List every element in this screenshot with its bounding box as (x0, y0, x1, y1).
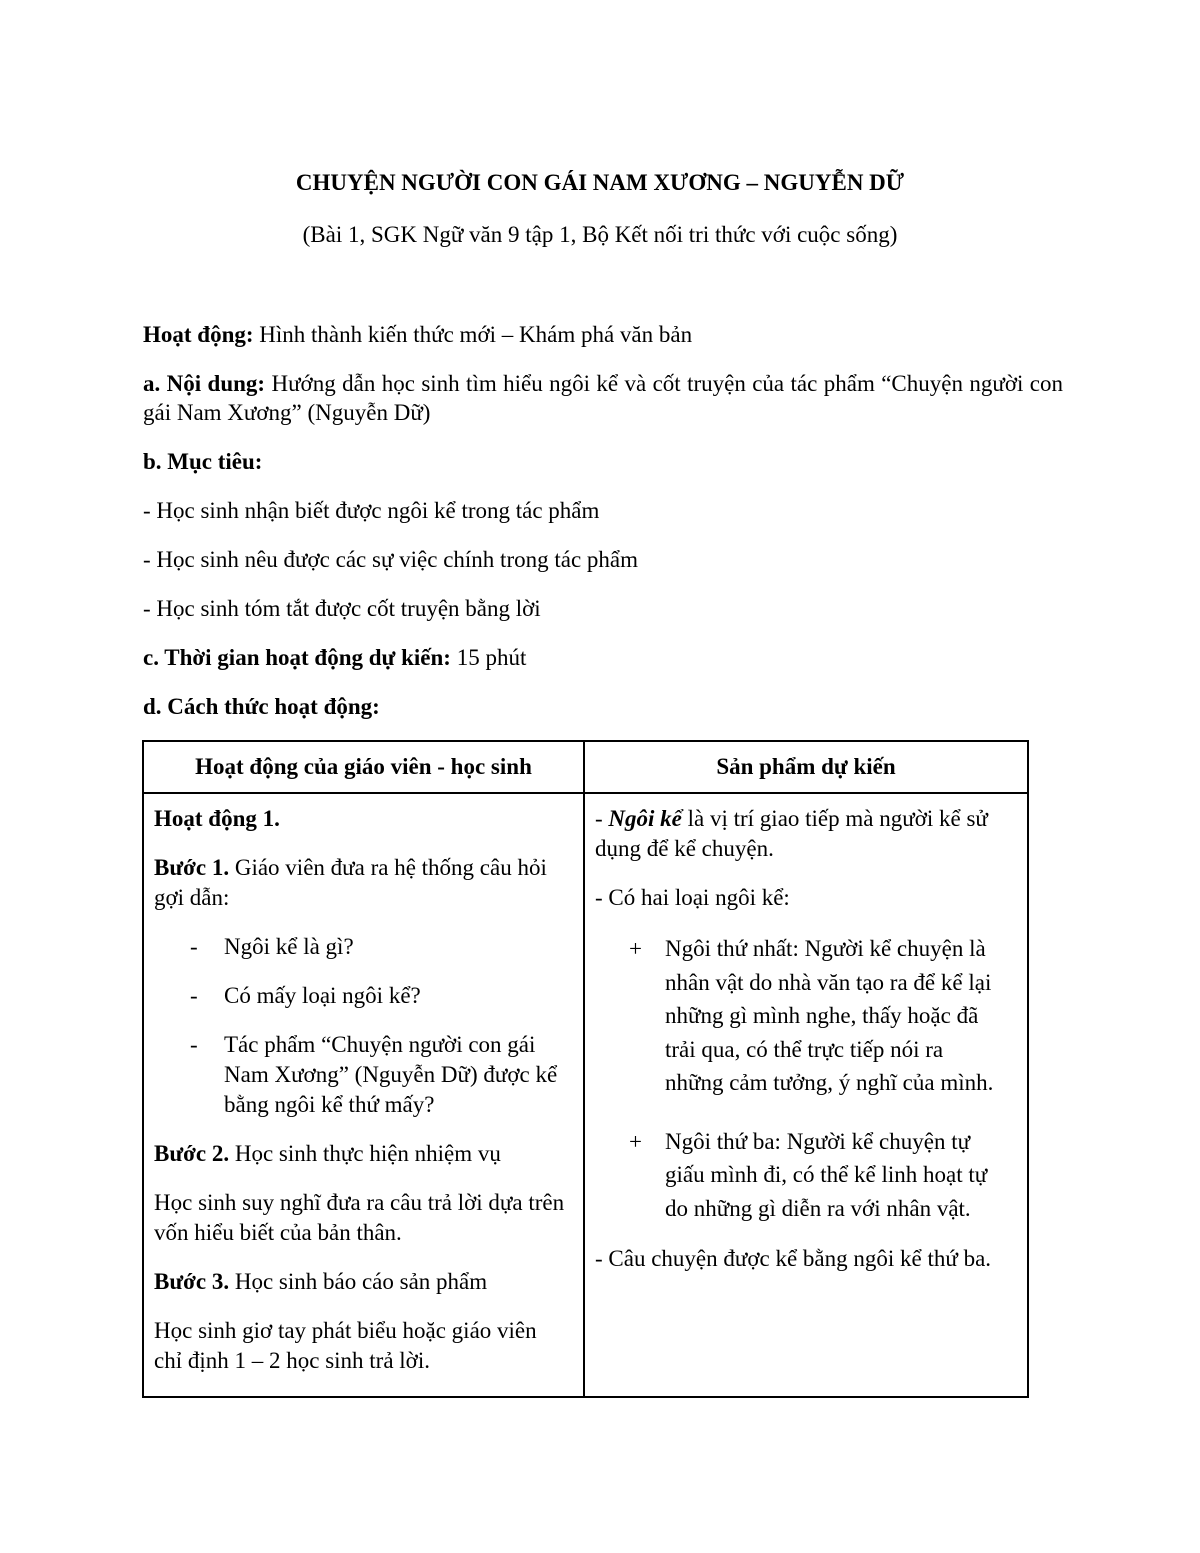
list-item (190, 981, 569, 1011)
question-text: Có mấy loại ngôi kể? (224, 983, 421, 1008)
list-item (628, 932, 1003, 1100)
header-expected-product: Sản phẩm dự kiến (584, 741, 1028, 793)
question-text: Tác phẩm “Chuyện người con gái Nam Xương” (Nguyễn Dữ) được kể bằng ngôi kể thứ mấy? (224, 1032, 558, 1117)
content-line (143, 369, 1063, 427)
step-2-label: Bước 2. (154, 1141, 230, 1166)
header-teacher-student: Hoạt động của giáo viên - học sinh (143, 741, 584, 793)
objectives-label: b. Mục tiêu: (143, 449, 263, 474)
objectives-heading (143, 447, 1063, 476)
time-line (143, 643, 1063, 672)
list-item (190, 932, 569, 962)
activity-1-title: Hoạt động 1. (154, 806, 280, 831)
table-row (143, 793, 1028, 1397)
document-subtitle: (Bài 1, SGK Ngữ văn 9 tập 1, Bộ Kết nối tri thức với cuộc sống) (302, 222, 898, 247)
time-label: c. Thời gian hoạt động dự kiến: (143, 645, 451, 670)
list-item (190, 1030, 569, 1120)
conclusion-line: - Câu chuyện được kể bằng ngôi kể thứ ba. (594, 1246, 992, 1271)
step-3-text: Học sinh báo cáo sản phẩm (234, 1269, 488, 1294)
question-text: Ngôi kể là gì? (224, 934, 354, 959)
step-2-text: Học sinh thực hiện nhiệm vụ (234, 1141, 501, 1166)
step-3-label: Bước 3. (154, 1269, 230, 1294)
document-title: CHUYỆN NGƯỜI CON GÁI NAM XƯƠNG – NGUYỄN DỮ (295, 170, 905, 195)
dash-bullet: - (190, 983, 198, 1008)
expected-product-cell (584, 793, 1028, 1397)
step-1-label: Bước 1. (154, 855, 230, 880)
dash-bullet: - (190, 1032, 198, 1057)
objective-item: - Học sinh nêu được các sự việc chính trong tác phẩm (143, 547, 639, 572)
question-list (154, 932, 569, 1120)
list-item (628, 1125, 1003, 1226)
types-intro: - Có hai loại ngôi kể: (594, 885, 790, 910)
activity-table (142, 740, 1029, 1398)
step-3 (154, 1267, 569, 1297)
type-text: Ngôi thứ ba: Người kể chuyện tự giấu mình đi, có thể kể linh hoạt tự do những gì diễn ra với nhân vật. (664, 1128, 988, 1221)
objective-item: - Học sinh tóm tắt được cốt truyện bằng lời (143, 596, 541, 621)
step-2 (154, 1139, 569, 1169)
definition-prefix: - (594, 806, 603, 831)
step-1-text: Giáo viên đưa ra hệ thống câu hỏi gợi dẫn: (154, 855, 547, 910)
activity-text: Hình thành kiến thức mới – Khám phá văn bản (259, 322, 693, 347)
plus-bullet: + (628, 1128, 642, 1154)
types-list (595, 932, 1003, 1225)
step-1 (154, 853, 569, 913)
content-label: a. Nội dung: (143, 371, 266, 396)
step-2-detail: Học sinh suy nghĩ đưa ra câu trả lời dựa trên vốn hiểu biết của bản thân. (154, 1190, 565, 1245)
time-text: 15 phút (456, 645, 527, 670)
content-text: Hướng dẫn học sinh tìm hiểu ngôi kể và cốt truyện của tác phẩm “Chuyện người con gái Nam Xương” (Nguyễn Dữ) (143, 371, 1063, 425)
definition-line (595, 804, 1003, 864)
activity-label: Hoạt động: (143, 322, 254, 347)
step-3-detail: Học sinh giơ tay phát biểu hoặc giáo viên chỉ định 1 – 2 học sinh trả lời. (154, 1318, 537, 1373)
activity-line (143, 320, 1063, 349)
definition-text: là vị trí giao tiếp mà người kể sử dụng để kể chuyện. (594, 806, 988, 861)
document-body (143, 320, 1063, 741)
method-label: d. Cách thức hoạt động: (143, 694, 380, 719)
dash-bullet: - (190, 934, 198, 959)
method-heading (143, 692, 1063, 721)
plus-bullet: + (628, 936, 642, 961)
objective-item: - Học sinh nhận biết được ngôi kể trong tác phẩm (143, 498, 600, 523)
definition-term: Ngôi kể (608, 806, 682, 831)
type-text: Ngôi thứ nhất: Người kể chuyện là nhân vật do nhà văn tạo ra để kể lại những gì mình nghe, thấy hoặc đã trải qua, có thể trực tiếp nói ra những cảm tưởng, ý nghĩ của mình. (664, 936, 994, 1095)
table-header-row (143, 741, 1028, 793)
teacher-student-cell (143, 793, 584, 1397)
